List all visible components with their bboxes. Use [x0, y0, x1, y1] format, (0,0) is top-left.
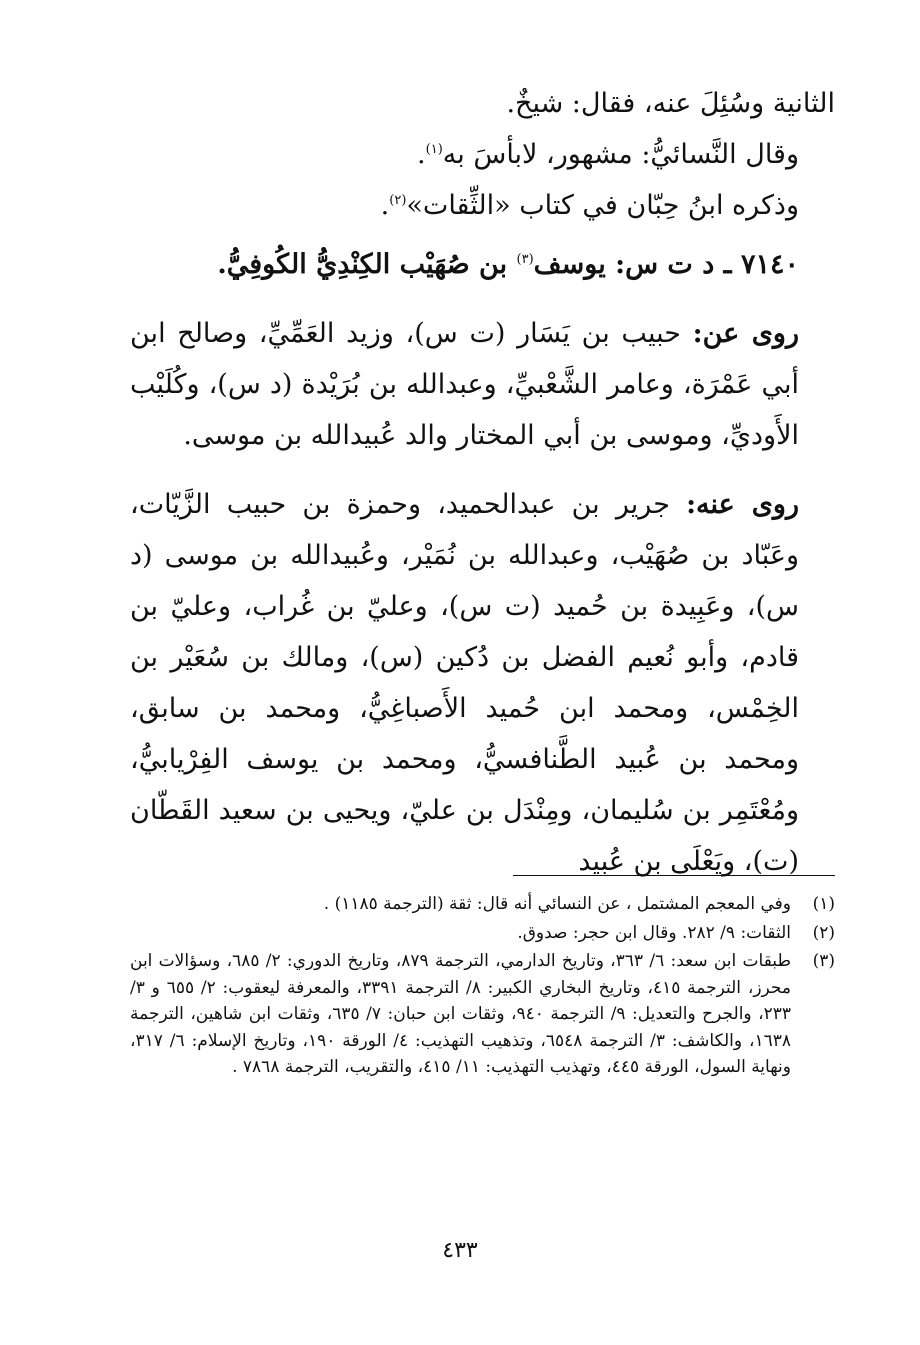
footnote-text: الثقات: ٩/ ٢٨٢. وقال ابن حجر: صدوق.: [517, 922, 791, 943]
prev-entry-line-1-text: الثانية وسُئِلَ عنه، فقال: شيخٌ.: [506, 88, 835, 119]
footnote-3: [130, 948, 835, 1081]
entry-heading: [130, 239, 835, 290]
footnote-2: [130, 920, 835, 947]
prev-entry-line-2-end: .: [417, 139, 426, 170]
prev-entry-line-1: [130, 78, 835, 129]
footnote-number: (١): [812, 894, 835, 914]
narrated-from-paragraph: [130, 308, 835, 461]
footnote-text: وفي المعجم المشتمل ، عن النسائي أنه قال: ثقة (الترجمة ١١٨٥) .: [323, 894, 791, 914]
narrated-from-lead: روى عن:: [692, 318, 799, 349]
prev-entry-line-2-text: وقال النَّسائيُّ: مشهور، لابأسَ به: [442, 139, 799, 170]
narrated-by-lead: روى عنه:: [686, 489, 799, 520]
narrated-from-text: حبيب بن يَسَار (ت س)، وزيد العَمِّيِّ، وصالح ابن أبي عَمْرَة، وعامر الشَّعْبيِّ، وعبدالله بن بُرَيْدة (د س)، وكُلَيْب الأَوديِّ، وموسى بن أبي المختار والد عُبيدالله بن موسى.: [130, 318, 799, 451]
footnote-number: (٣): [812, 951, 835, 971]
footnote-ref-2: (٢): [389, 193, 407, 208]
footnote-number: (٢): [812, 922, 835, 943]
footnotes: [130, 891, 835, 1081]
footnote-text: طبقات ابن سعد: ٦/ ٣٦٣، وتاريخ الدارمي، الترجمة ٨٧٩، وتاريخ الدوري: ٢/ ٦٨٥، وسؤالات ابن محرز، الترجمة ٤١٥، وتاريخ البخاري الكبير: ٨/ الترجمة ٣٣٩١، والمعرفة ليعقوب: ٢/ ٦٥٥ و ٣/ ٢٣٣، والجرح والتعديل: ٩/ الترجمة ٩٤٠، وثقات ابن حبان: ٧/ ٦٣٥، وثقات ابن شاهين، الترجمة ١٦٣٨، والكاشف: ٣/ الترجمة ٦٥٤٨، وتذهيب التهذيب: ٤/ الورقة ١٩٠، وتاريخ الإسلام: ٦/ ٣١٧، ونهاية السول، الورقة ٤٤٥، وتهذيب التهذيب: ١١/ ٤١٥، والتقريب، الترجمة ٧٨٦٨ .: [130, 951, 792, 1077]
footnote-ref-3: (٣): [516, 252, 534, 267]
page-number: ٤٣٣: [442, 1238, 478, 1263]
prev-entry-line-3: [130, 180, 835, 231]
footnote-1: [130, 891, 835, 918]
narrated-by-text: جرير بن عبدالحميد، وحمزة بن حبيب الزَّيّات، وعَبّاد بن صُهَيْب، وعبدالله بن نُمَيْر، وعُبيدالله بن موسى (د س)، وعَبِيدة بن حُميد (ت س)، وعليّ بن غُراب، وعليّ بن قادم، وأبو نُعيم الفضل بن دُكين (س)، ومالك بن سُعَيْر بن الخِمْس، ومحمد ابن حُميد الأَصباغِيُّ، ومحمد بن سابق، ومحمد بن عُبيد الطَّنافسيُّ، ومحمد بن يوسف الفِرْيابيُّ، ومُعْتَمِر بن سُليمان، ومِنْدَل بن عليّ، ويحيى بن سعيد القَطّان (ت)، ويَعْلَى بن عُبيد: [130, 489, 799, 877]
narrated-by-paragraph: [130, 479, 835, 887]
entry-name: بن صُهَيْب الكِنْدِيُّ الكُوفِيُّ.: [217, 249, 517, 280]
main-text: [130, 78, 835, 887]
entry-number-code: ٧١٤٠ ـ د ت س: يوسف: [533, 249, 799, 280]
prev-entry-line-3-end: .: [380, 190, 390, 221]
prev-entry-line-2: [130, 129, 835, 180]
footnote-separator: [513, 875, 835, 876]
footnote-ref-1: (١): [425, 142, 443, 157]
prev-entry-line-3-text: وذكره ابنُ حِبّان في كتاب «الثِّقات»: [406, 190, 799, 221]
